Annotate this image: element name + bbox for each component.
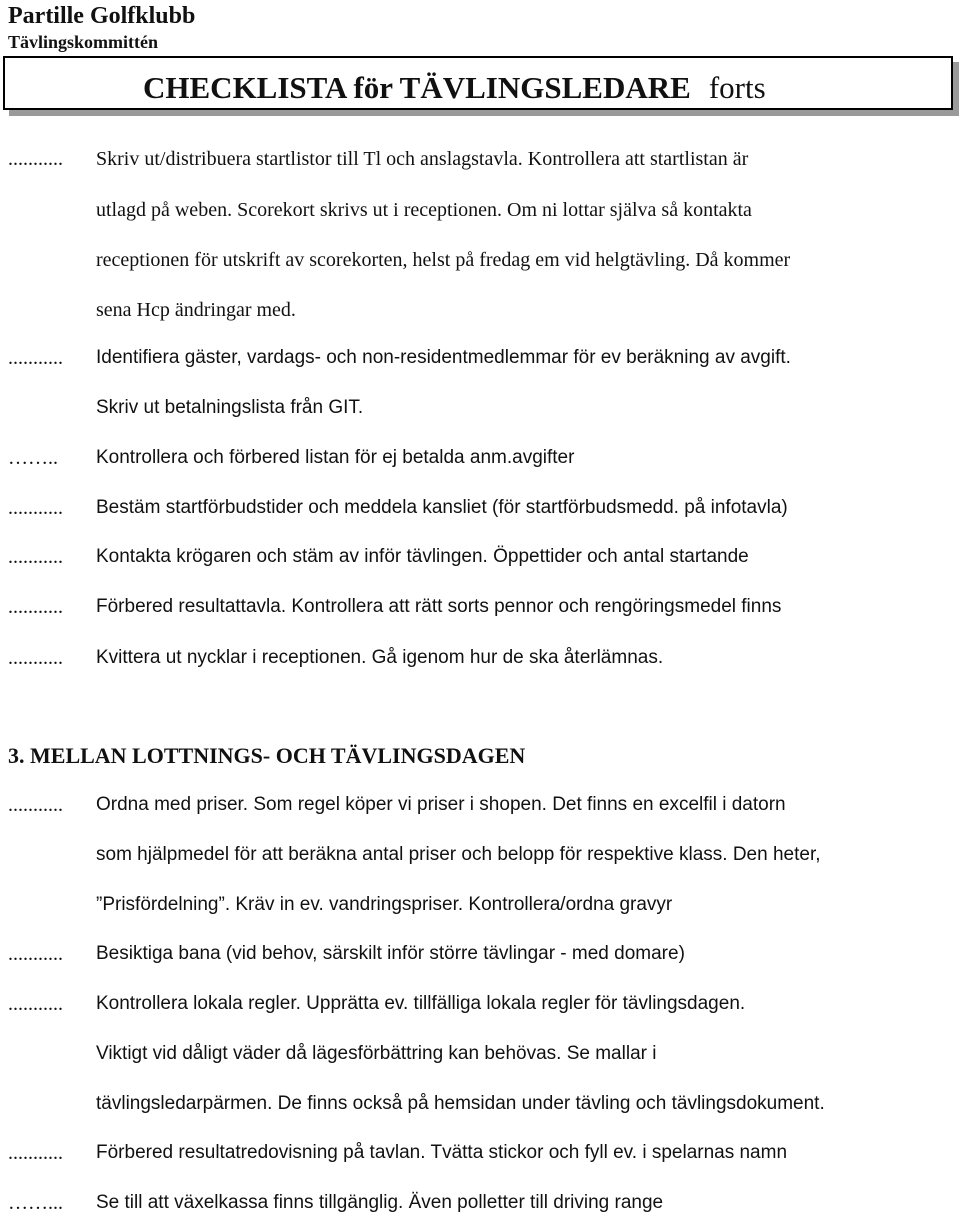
item-marker: ........... (8, 647, 63, 669)
item-line: Kontrollera och förbered listan för ej betalda anm.avgifter (96, 447, 575, 468)
item-line: Identifiera gäster, vardags- och non-residentmedlemmar för ev beräkning av avgift. (96, 347, 791, 368)
item-marker: ........... (8, 347, 63, 369)
item-line: utlagd på weben. Scorekort skrivs ut i receptionen. Om ni lottar själva så kontakta (96, 199, 752, 221)
item-line: Bestäm startförbudstider och meddela kansliet (för startförbudsmedd. på infotavla) (96, 497, 788, 518)
item-marker: ........... (8, 596, 63, 618)
item-marker: ........... (8, 794, 63, 816)
item-marker: ........... (8, 993, 63, 1015)
item-line: Skriv ut/distribuera startlistor till Tl och anslagstavla. Kontrollera att startlistan är (96, 148, 749, 170)
item-marker: ........... (8, 546, 63, 568)
section-heading: 3. MELLAN LOTTNINGS- OCH TÄVLINGSDAGEN (8, 743, 526, 768)
item-line: Skriv ut betalningslista från GIT. (96, 397, 364, 418)
item-line: Kontakta krögaren och stäm av inför tävlingen. Öppettider och antal startande (96, 546, 749, 567)
item-marker: ........... (8, 148, 63, 170)
title-box (3, 56, 953, 110)
item-marker: ……... (8, 1192, 63, 1214)
item-line: Se till att växelkassa finns tillgänglig. Även polletter till driving range (96, 1192, 664, 1213)
title-continued: forts (708, 70, 766, 105)
item-line: Kvittera ut nycklar i receptionen. Gå igenom hur de ska återlämnas. (96, 647, 664, 668)
item-marker: …….. (8, 447, 58, 469)
committee-name: Tävlingskommittén (8, 32, 159, 52)
item-line: Förbered resultattavla. Kontrollera att rätt sorts pennor och rengöringsmedel finns (96, 596, 782, 617)
item-line: Besiktiga bana (vid behov, särskilt inför större tävlingar - med domare) (96, 943, 685, 964)
item-line: Ordna med priser. Som regel köper vi priser i shopen. Det finns en excelfil i datorn (96, 794, 786, 815)
item-line: ”Prisfördelning”. Kräv in ev. vandringspriser. Kontrollera/ordna gravyr (96, 894, 673, 915)
page-title (143, 70, 766, 106)
item-line: Viktigt vid dåligt väder då lägesförbättring kan behövas. Se mallar i (96, 1043, 657, 1064)
item-line: receptionen för utskrift av scorekorten, helst på fredag em vid helgtävling. Då kommer (96, 249, 791, 271)
item-line: som hjälpmedel för att beräkna antal priser och belopp för respektive klass. Den heter, (96, 844, 821, 865)
item-line: Kontrollera lokala regler. Upprätta ev. tillfälliga lokala regler för tävlingsdagen. (96, 993, 746, 1014)
item-marker: ........... (8, 497, 63, 519)
item-marker: ........... (8, 1142, 63, 1164)
item-line: Förbered resultatredovisning på tavlan. Tvätta stickor och fyll ev. i spelarnas namn (96, 1142, 788, 1163)
item-line: tävlingsledarpärmen. De finns också på hemsidan under tävling och tävlingsdokument. (96, 1093, 825, 1114)
item-line: sena Hcp ändringar med. (96, 299, 296, 321)
title-main: CHECKLISTA för TÄVLINGSLEDARE (143, 70, 691, 105)
item-marker: ........... (8, 943, 63, 965)
organization-name: Partille Golfklubb (8, 3, 196, 29)
